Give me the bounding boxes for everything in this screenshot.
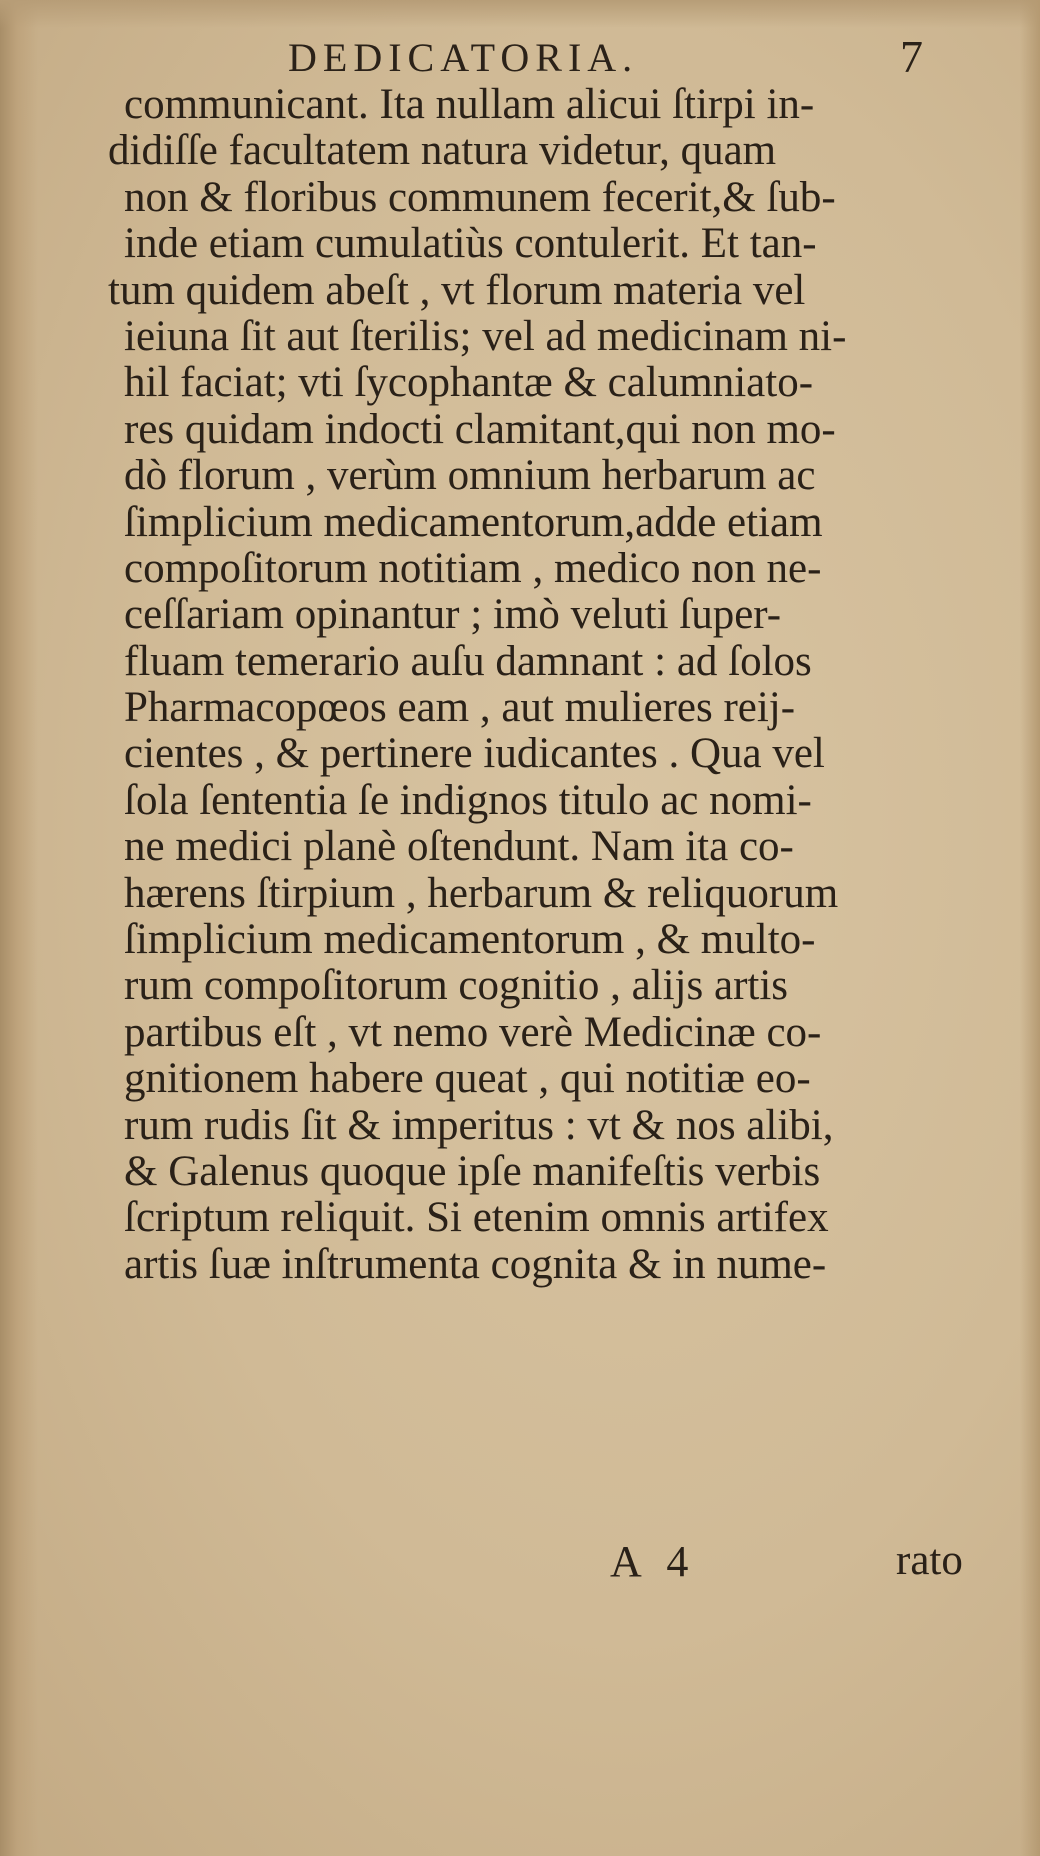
- text-line: artis ſuæ inſtrumenta cognita & in nume-: [124, 1240, 827, 1288]
- text-line: didiſſe facultatem natura videtur, quam: [108, 127, 777, 175]
- text-line: inde etiam cumulatiùs contulerit. Et tan-: [124, 220, 817, 268]
- text-line: gnitionem habere queat , qui notitiæ eo-: [124, 1055, 811, 1103]
- running-head: DEDICATORIA.: [288, 35, 639, 80]
- text-line: compoſitorum notitiam , medico non ne-: [124, 544, 822, 592]
- text-line: cientes , & pertinere iudicantes . Qua vel: [124, 730, 825, 778]
- text-line: ieiuna ſit aut ſterilis; vel ad medicinam ni-: [124, 312, 847, 360]
- text-line: ceſſariam opinantur ; imò veluti ſuper-: [124, 591, 782, 639]
- text-line: non & floribus communem fecerit,& ſub-: [124, 173, 836, 221]
- text-line: ne medici planè oſtendunt. Nam ita co-: [124, 823, 794, 871]
- text-line: fluam temerario auſu damnant : ad ſolos: [124, 637, 812, 685]
- catchword: rato: [896, 1537, 963, 1584]
- text-line: ſimplicium medicamentorum,adde etiam: [124, 498, 823, 546]
- text-line: dò florum , verùm omnium herbarum ac: [124, 452, 816, 500]
- signature-mark: A 4: [610, 1537, 697, 1586]
- text-line: communicant. Ita nullam alicui ſtirpi in-: [124, 81, 815, 128]
- text-line: ſimplicium medicamentorum , & multo-: [124, 916, 816, 964]
- text-line: rum compoſitorum cognitio , alijs artis: [124, 962, 789, 1010]
- body-text: [108, 81, 1004, 1288]
- text-line: tum quidem abeſt , vt florum materia vel: [108, 266, 806, 314]
- text-line: ſola ſententia ſe indignos titulo ac nomi-: [124, 776, 812, 824]
- text-line: & Galenus quoque ipſe manifeſtis verbis: [124, 1147, 821, 1195]
- text-line: hærens ſtirpium , herbarum & reliquorum: [124, 869, 839, 917]
- text-line: hil faciat; vti ſycophantæ & calumniato-: [124, 359, 814, 407]
- text-line: res quidam indocti clamitant,qui non mo-: [124, 405, 836, 453]
- text-line: ſcriptum reliquit. Si etenim omnis artifex: [124, 1194, 829, 1242]
- page-header: [0, 22, 1040, 82]
- text-line: rum rudis ſit & imperitus : vt & nos alibi,: [124, 1101, 834, 1149]
- page-footer: [0, 1536, 1040, 1596]
- page-number: 7: [900, 31, 923, 82]
- text-line: partibus eſt , vt nemo verè Medicinæ co-: [124, 1008, 822, 1056]
- text-line: Pharmacopœos eam , aut mulieres reij-: [124, 684, 796, 732]
